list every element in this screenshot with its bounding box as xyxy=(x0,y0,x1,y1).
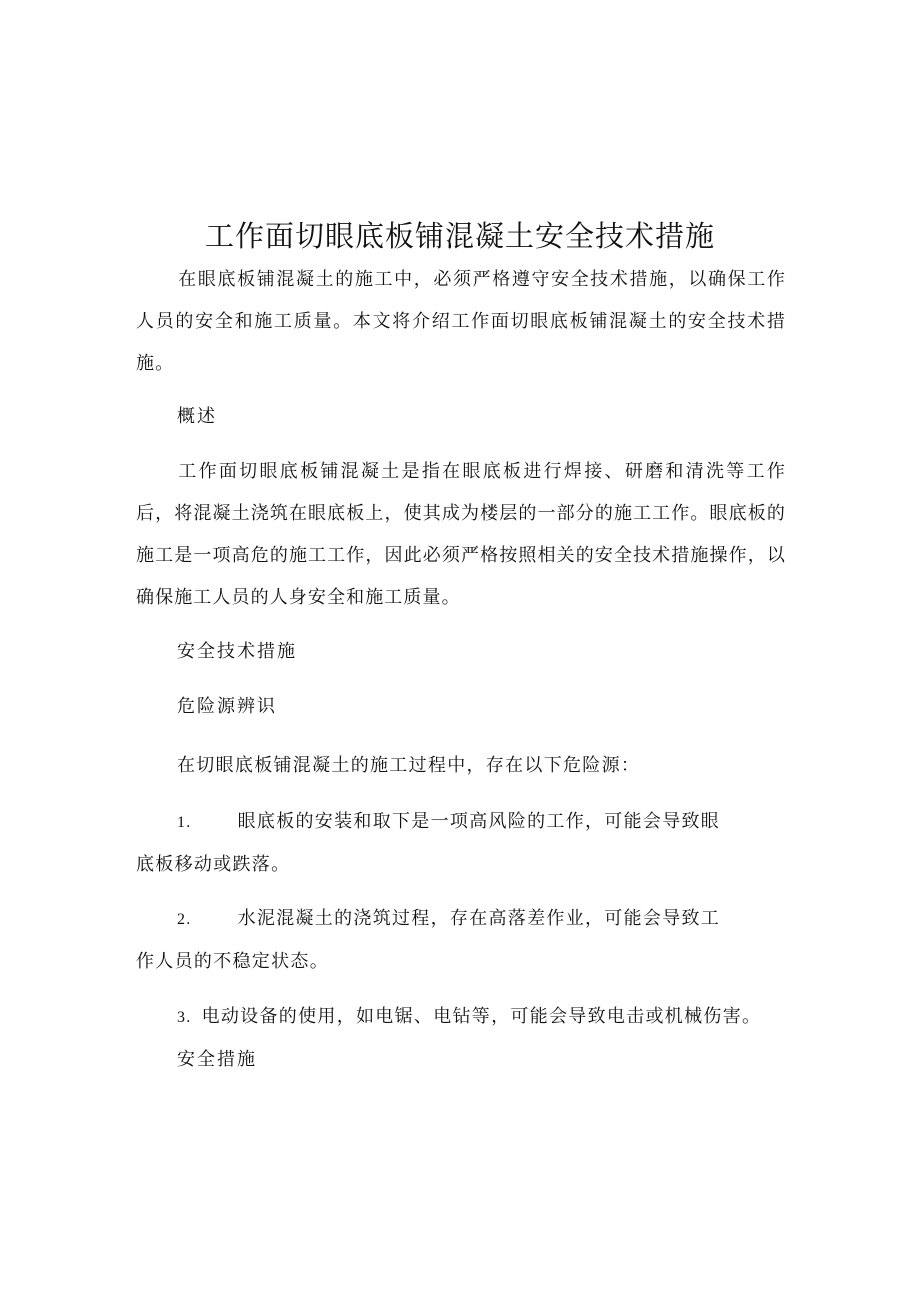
overview-heading: 概述 xyxy=(177,406,217,427)
list-text: 眼底板的安装和取下是一项高风险的工作，可能会导致眼 xyxy=(237,811,721,832)
hazard-item-2 xyxy=(136,898,786,983)
list-number: 1. xyxy=(177,814,192,831)
list-text: 水泥混凝土的浇筑过程，存在高落差作业，可能会导致工 xyxy=(237,908,721,929)
list-text: 电动设备的使用，如电锯、电钻等，可能会导致电击或机械伤害。 xyxy=(201,1006,762,1027)
safety-heading: 安全措施 xyxy=(177,1049,257,1070)
measures-heading: 安全技术措施 xyxy=(177,641,297,662)
list-number: 2. xyxy=(177,911,192,928)
hazard-item-3 xyxy=(136,996,836,1039)
intro-paragraph: 在眼底板铺混凝土的施工中，必须严格遵守安全技术措施，以确保工作人员的安全和施工质量。本文将介绍工作面切眼底板铺混凝土的安全技术措施。 xyxy=(136,269,786,374)
document-title: 工作面切眼底板铺混凝土安全技术措施 xyxy=(204,219,715,253)
list-text-continued: 作人员的不稳定状态。 xyxy=(136,951,329,972)
list-number: 3. xyxy=(177,1009,192,1026)
hazards-lead: 在切眼底板铺混凝土的施工过程中，存在以下危险源： xyxy=(177,755,641,776)
overview-paragraph: 工作面切眼底板铺混凝土是指在眼底板进行焊接、研磨和清洗等工作后，将混凝土浇筑在眼底板上，使其成为楼层的一部分的施工工作。眼底板的施工是一项高危的施工工作，因此必须严格按照相关的安全技术措施操作，以确保施工人员的人身安全和施工质量。 xyxy=(136,461,786,608)
hazard-item-1 xyxy=(136,801,786,886)
list-text-continued: 底板移动或跌落。 xyxy=(136,854,291,875)
hazards-heading: 危险源辨识 xyxy=(177,696,277,717)
